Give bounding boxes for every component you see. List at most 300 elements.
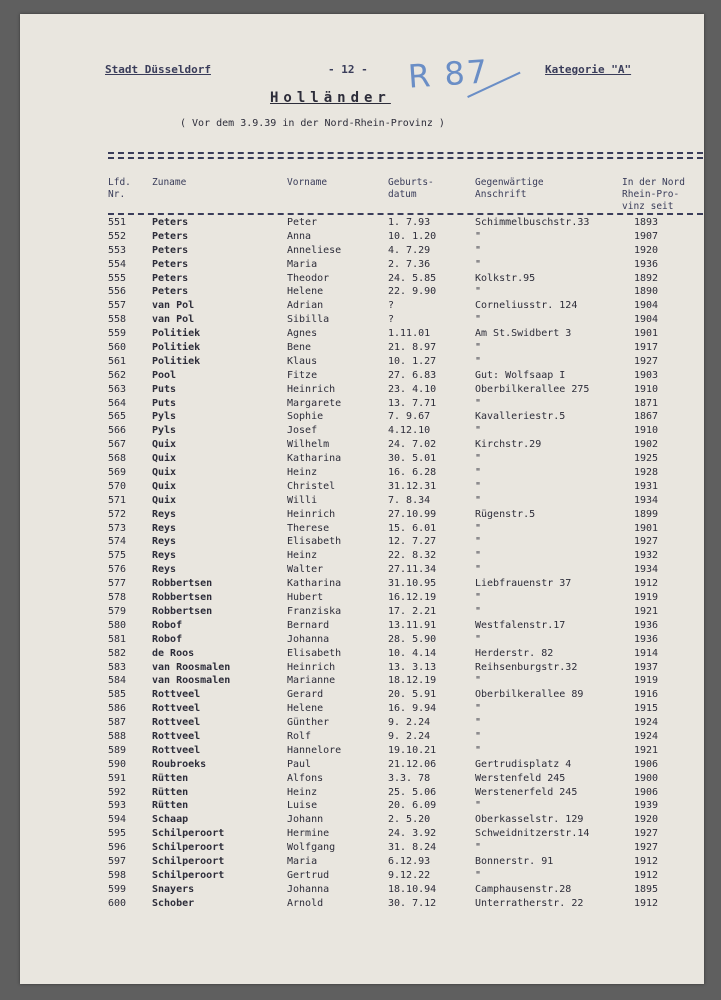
- table-row: [0, 591, 721, 605]
- birth-date: 31.12.31: [388, 480, 437, 492]
- surname: Schilperoort: [152, 869, 225, 881]
- table-row: [0, 786, 721, 800]
- surname: Schober: [152, 897, 195, 909]
- birth-date: 21. 8.97: [388, 342, 437, 354]
- surname: Reys: [152, 508, 177, 520]
- birth-date: 9. 2.24: [388, 730, 431, 742]
- resident-since: 1919: [634, 675, 659, 687]
- entry-number: 589: [108, 744, 127, 756]
- entry-number: 578: [108, 592, 127, 604]
- first-name: Wolfgang: [287, 842, 336, 854]
- address: Oberkasselstr. 129: [475, 814, 584, 826]
- first-name: Sophie: [287, 411, 324, 423]
- table-row: [0, 855, 721, 869]
- col-header-seit: In der Nord Rhein-Pro- vinz seit: [622, 177, 685, 212]
- table-row: [0, 438, 721, 452]
- first-name: Hannelore: [287, 744, 342, 756]
- entry-number: 568: [108, 453, 127, 465]
- address: ": [475, 730, 482, 742]
- entry-number: 561: [108, 355, 127, 367]
- address: Camphausenstr.28: [475, 883, 572, 895]
- entry-number: 570: [108, 480, 127, 492]
- resident-since: 1901: [634, 328, 659, 340]
- address: Corneliusstr. 124: [475, 300, 578, 312]
- surname: Robof: [152, 619, 183, 631]
- entry-number: 592: [108, 786, 127, 798]
- birth-date: 30. 5.01: [388, 453, 437, 465]
- first-name: Walter: [287, 564, 324, 576]
- entry-number: 588: [108, 730, 127, 742]
- surname: Rütten: [152, 786, 189, 798]
- surname: Roubroeks: [152, 758, 207, 770]
- entry-number: 574: [108, 536, 127, 548]
- surname: Pyls: [152, 411, 177, 423]
- resident-since: 1899: [634, 508, 659, 520]
- resident-since: 1928: [634, 467, 659, 479]
- address: Werstenerfeld 245: [475, 786, 578, 798]
- resident-since: 1906: [634, 786, 659, 798]
- address: Kavalleriestr.5: [475, 411, 566, 423]
- first-name: Therese: [287, 522, 330, 534]
- birth-date: 23. 4.10: [388, 383, 437, 395]
- table-row: [0, 758, 721, 772]
- address: ": [475, 564, 482, 576]
- entry-number: 583: [108, 661, 127, 673]
- table-row: [0, 355, 721, 369]
- surname: Schaap: [152, 814, 189, 826]
- surname: Politiek: [152, 328, 201, 340]
- address: ": [475, 744, 482, 756]
- first-name: Anna: [287, 230, 312, 242]
- surname: Quix: [152, 439, 177, 451]
- table-row: [0, 577, 721, 591]
- resident-since: 1910: [634, 383, 659, 395]
- surname: Peters: [152, 230, 189, 242]
- first-name: Arnold: [287, 897, 324, 909]
- resident-since: 1936: [634, 258, 659, 270]
- table-row: [0, 299, 721, 313]
- entry-number: 586: [108, 703, 127, 715]
- first-name: Wilhelm: [287, 439, 330, 451]
- resident-since: 1867: [634, 411, 659, 423]
- entry-number: 554: [108, 258, 127, 270]
- resident-since: 1920: [634, 814, 659, 826]
- resident-since: 1902: [634, 439, 659, 451]
- page-number: - 12 -: [328, 63, 368, 76]
- birth-date: 13.11.91: [388, 619, 437, 631]
- entry-number: 597: [108, 855, 127, 867]
- entry-number: 553: [108, 244, 127, 256]
- table-row: [0, 674, 721, 688]
- table-row: [0, 841, 721, 855]
- resident-since: 1904: [634, 314, 659, 326]
- birth-date: ?: [388, 300, 395, 312]
- resident-since: 1901: [634, 522, 659, 534]
- surname: Rottveel: [152, 717, 201, 729]
- surname: van Pol: [152, 314, 195, 326]
- first-name: Katharina: [287, 578, 342, 590]
- address: ": [475, 355, 482, 367]
- address: ": [475, 244, 482, 256]
- city-header: Stadt Düsseldorf: [105, 63, 211, 76]
- table-row: [0, 772, 721, 786]
- address: ": [475, 342, 482, 354]
- entry-number: 564: [108, 397, 127, 409]
- address: Herderstr. 82: [475, 647, 554, 659]
- first-name: Elisabeth: [287, 536, 342, 548]
- handwritten-annotation: R 87: [406, 52, 491, 96]
- birth-date: 9.12.22: [388, 869, 431, 881]
- entry-number: 557: [108, 300, 127, 312]
- resident-since: 1927: [634, 536, 659, 548]
- birth-date: 18.10.94: [388, 883, 437, 895]
- resident-since: 1906: [634, 758, 659, 770]
- entry-number: 571: [108, 494, 127, 506]
- surname: Rottveel: [152, 730, 201, 742]
- birth-date: 31.10.95: [388, 578, 437, 590]
- birth-date: 15. 6.01: [388, 522, 437, 534]
- table-row: [0, 452, 721, 466]
- address: ": [475, 800, 482, 812]
- birth-date: 19.10.21: [388, 744, 437, 756]
- birth-date: 2. 7.36: [388, 258, 431, 270]
- entry-number: 573: [108, 522, 127, 534]
- resident-since: 1914: [634, 647, 659, 659]
- address: ": [475, 453, 482, 465]
- first-name: Hubert: [287, 592, 324, 604]
- entry-number: 563: [108, 383, 127, 395]
- address: Am St.Swidbert 3: [475, 328, 572, 340]
- birth-date: 16. 9.94: [388, 703, 437, 715]
- birth-date: 22. 9.90: [388, 286, 437, 298]
- birth-date: 16. 6.28: [388, 467, 437, 479]
- surname: Schilperoort: [152, 828, 225, 840]
- first-name: Fitze: [287, 369, 318, 381]
- surname: Peters: [152, 244, 189, 256]
- entry-number: 600: [108, 897, 127, 909]
- birth-date: 13. 3.13: [388, 661, 437, 673]
- resident-since: 1939: [634, 800, 659, 812]
- first-name: Heinrich: [287, 661, 336, 673]
- table-row: [0, 827, 721, 841]
- table-row: [0, 508, 721, 522]
- table-row: [0, 716, 721, 730]
- birth-date: 12. 7.27: [388, 536, 437, 548]
- surname: Pyls: [152, 425, 177, 437]
- resident-since: 1912: [634, 855, 659, 867]
- resident-since: 1892: [634, 272, 659, 284]
- first-name: Johann: [287, 814, 324, 826]
- first-name: Klaus: [287, 355, 318, 367]
- address: Kirchstr.29: [475, 439, 542, 451]
- birth-date: 24. 5.85: [388, 272, 437, 284]
- table-row: [0, 799, 721, 813]
- address: ": [475, 633, 482, 645]
- address: Werstenfeld 245: [475, 772, 566, 784]
- birth-date: 7. 9.67: [388, 411, 431, 423]
- first-name: Sibilla: [287, 314, 330, 326]
- table-row: [0, 466, 721, 480]
- surname: Snayers: [152, 883, 195, 895]
- first-name: Johanna: [287, 633, 330, 645]
- first-name: Heinz: [287, 467, 318, 479]
- entry-number: 576: [108, 564, 127, 576]
- resident-since: 1927: [634, 842, 659, 854]
- table-row: [0, 327, 721, 341]
- first-name: Gerard: [287, 689, 324, 701]
- surname: Robbertsen: [152, 578, 213, 590]
- surname: Rütten: [152, 772, 189, 784]
- address: ": [475, 717, 482, 729]
- first-name: Maria: [287, 855, 318, 867]
- table-row: [0, 730, 721, 744]
- resident-since: 1936: [634, 633, 659, 645]
- address: Gertrudisplatz 4: [475, 758, 572, 770]
- address: Bonnerstr. 91: [475, 855, 554, 867]
- entry-number: 587: [108, 717, 127, 729]
- table-row: [0, 313, 721, 327]
- resident-since: 1912: [634, 578, 659, 590]
- first-name: Helene: [287, 703, 324, 715]
- address: ": [475, 605, 482, 617]
- resident-since: 1903: [634, 369, 659, 381]
- entry-number: 596: [108, 842, 127, 854]
- birth-date: 27. 6.83: [388, 369, 437, 381]
- first-name: Heinrich: [287, 508, 336, 520]
- address: ": [475, 397, 482, 409]
- resident-since: 1895: [634, 883, 659, 895]
- entries-table: [0, 216, 721, 911]
- table-row: [0, 647, 721, 661]
- first-name: Paul: [287, 758, 312, 770]
- table-row: [0, 563, 721, 577]
- first-name: Katharina: [287, 453, 342, 465]
- surname: Rottveel: [152, 689, 201, 701]
- entry-number: 582: [108, 647, 127, 659]
- first-name: Gertrud: [287, 869, 330, 881]
- birth-date: 28. 5.90: [388, 633, 437, 645]
- surname: Puts: [152, 383, 177, 395]
- resident-since: 1925: [634, 453, 659, 465]
- entry-number: 593: [108, 800, 127, 812]
- entry-number: 567: [108, 439, 127, 451]
- resident-since: 1927: [634, 355, 659, 367]
- surname: Politiek: [152, 355, 201, 367]
- resident-since: 1934: [634, 494, 659, 506]
- table-row: [0, 258, 721, 272]
- birth-date: 10. 1.27: [388, 355, 437, 367]
- address: ": [475, 592, 482, 604]
- entry-number: 575: [108, 550, 127, 562]
- first-name: Josef: [287, 425, 318, 437]
- col-header-vorname: Vorname: [287, 177, 328, 188]
- surname: van Pol: [152, 300, 195, 312]
- entry-number: 556: [108, 286, 127, 298]
- first-name: Peter: [287, 217, 318, 228]
- first-name: Agnes: [287, 328, 318, 340]
- surname: Robbertsen: [152, 605, 213, 617]
- surname: Reys: [152, 522, 177, 534]
- surname: Peters: [152, 272, 189, 284]
- address: ": [475, 675, 482, 687]
- resident-since: 1910: [634, 425, 659, 437]
- birth-date: 1. 7.93: [388, 217, 431, 228]
- surname: Robof: [152, 633, 183, 645]
- address: Schimmelbuschstr.33: [475, 217, 590, 228]
- entry-number: 598: [108, 869, 127, 881]
- first-name: Helene: [287, 286, 324, 298]
- resident-since: 1921: [634, 605, 659, 617]
- col-header-geburt: Geburts- datum: [388, 177, 434, 200]
- address: ": [475, 258, 482, 270]
- address: Oberbilkerallee 89: [475, 689, 584, 701]
- resident-since: 1917: [634, 342, 659, 354]
- resident-since: 1890: [634, 286, 659, 298]
- table-row: [0, 369, 721, 383]
- birth-date: 30. 7.12: [388, 897, 437, 909]
- entry-number: 585: [108, 689, 127, 701]
- entry-number: 569: [108, 467, 127, 479]
- table-row: [0, 341, 721, 355]
- entry-number: 580: [108, 619, 127, 631]
- first-name: Heinz: [287, 786, 318, 798]
- surname: Puts: [152, 397, 177, 409]
- surname: Pool: [152, 369, 177, 381]
- table-row: [0, 424, 721, 438]
- birth-date: 6.12.93: [388, 855, 431, 867]
- entry-number: 552: [108, 230, 127, 242]
- address: Unterratherstr. 22: [475, 897, 584, 909]
- col-header-zuname: Zuname: [152, 177, 187, 188]
- table-row: [0, 383, 721, 397]
- resident-since: 1900: [634, 772, 659, 784]
- address: ": [475, 536, 482, 548]
- table-row: [0, 702, 721, 716]
- first-name: Hermine: [287, 828, 330, 840]
- birth-date: 4.12.10: [388, 425, 431, 437]
- resident-since: 1912: [634, 869, 659, 881]
- resident-since: 1919: [634, 592, 659, 604]
- resident-since: 1931: [634, 480, 659, 492]
- table-row: [0, 688, 721, 702]
- entry-number: 558: [108, 314, 127, 326]
- first-name: Rolf: [287, 730, 312, 742]
- surname: Quix: [152, 453, 177, 465]
- col-header-nr: Lfd. Nr.: [108, 177, 131, 200]
- table-row: [0, 869, 721, 883]
- address: Kolkstr.95: [475, 272, 536, 284]
- birth-date: 24. 7.02: [388, 439, 437, 451]
- first-name: Christel: [287, 480, 336, 492]
- table-row: [0, 480, 721, 494]
- entry-number: 584: [108, 675, 127, 687]
- first-name: Marianne: [287, 675, 336, 687]
- first-name: Maria: [287, 258, 318, 270]
- entry-number: 581: [108, 633, 127, 645]
- entry-number: 579: [108, 605, 127, 617]
- birth-date: 3.3. 78: [388, 772, 431, 784]
- surname: Schilperoort: [152, 842, 225, 854]
- address: ": [475, 286, 482, 298]
- resident-since: 1893: [634, 217, 659, 228]
- entry-number: 572: [108, 508, 127, 520]
- col-header-anschrift: Gegenwärtige Anschrift: [475, 177, 544, 200]
- surname: Schilperoort: [152, 855, 225, 867]
- address: ": [475, 425, 482, 437]
- first-name: Theodor: [287, 272, 330, 284]
- address: ": [475, 480, 482, 492]
- birth-date: 9. 2.24: [388, 717, 431, 729]
- entry-number: 565: [108, 411, 127, 423]
- address: Reihsenburgstr.32: [475, 661, 578, 673]
- address: ": [475, 522, 482, 534]
- table-row: [0, 897, 721, 911]
- surname: Peters: [152, 217, 189, 228]
- birth-date: 13. 7.71: [388, 397, 437, 409]
- table-row: [0, 272, 721, 286]
- surname: Quix: [152, 494, 177, 506]
- resident-since: 1920: [634, 244, 659, 256]
- birth-date: 27.11.34: [388, 564, 437, 576]
- entry-number: 591: [108, 772, 127, 784]
- entry-number: 590: [108, 758, 127, 770]
- separator-line: [108, 157, 703, 159]
- table-row: [0, 244, 721, 258]
- birth-date: 10. 1.20: [388, 230, 437, 242]
- resident-since: 1912: [634, 897, 659, 909]
- table-row: [0, 397, 721, 411]
- address: Oberbilkerallee 275: [475, 383, 590, 395]
- entry-number: 599: [108, 883, 127, 895]
- address: ": [475, 550, 482, 562]
- resident-since: 1921: [634, 744, 659, 756]
- resident-since: 1924: [634, 730, 659, 742]
- table-row: [0, 285, 721, 299]
- address: ": [475, 842, 482, 854]
- table-row: [0, 549, 721, 563]
- document-subtitle: ( Vor dem 3.9.39 in der Nord-Rhein-Provinz ): [180, 118, 445, 129]
- surname: de Roos: [152, 647, 195, 659]
- surname: Reys: [152, 536, 177, 548]
- entry-number: 560: [108, 342, 127, 354]
- address: Liebfrauenstr 37: [475, 578, 572, 590]
- first-name: Heinz: [287, 550, 318, 562]
- birth-date: 22. 8.32: [388, 550, 437, 562]
- table-row: [0, 883, 721, 897]
- surname: Peters: [152, 286, 189, 298]
- surname: Peters: [152, 258, 189, 270]
- entry-number: 562: [108, 369, 127, 381]
- entry-number: 577: [108, 578, 127, 590]
- resident-since: 1916: [634, 689, 659, 701]
- first-name: Adrian: [287, 300, 324, 312]
- address: ": [475, 703, 482, 715]
- birth-date: 20. 6.09: [388, 800, 437, 812]
- table-row: [0, 535, 721, 549]
- birth-date: 31. 8.24: [388, 842, 437, 854]
- birth-date: 4. 7.29: [388, 244, 431, 256]
- birth-date: 27.10.99: [388, 508, 437, 520]
- first-name: Bene: [287, 342, 312, 354]
- address: Gut: Wolfsaap I: [475, 369, 566, 381]
- address: ": [475, 494, 482, 506]
- address: ": [475, 869, 482, 881]
- table-row: [0, 605, 721, 619]
- address: Rügenstr.5: [475, 508, 536, 520]
- resident-since: 1915: [634, 703, 659, 715]
- resident-since: 1904: [634, 300, 659, 312]
- address: ": [475, 467, 482, 479]
